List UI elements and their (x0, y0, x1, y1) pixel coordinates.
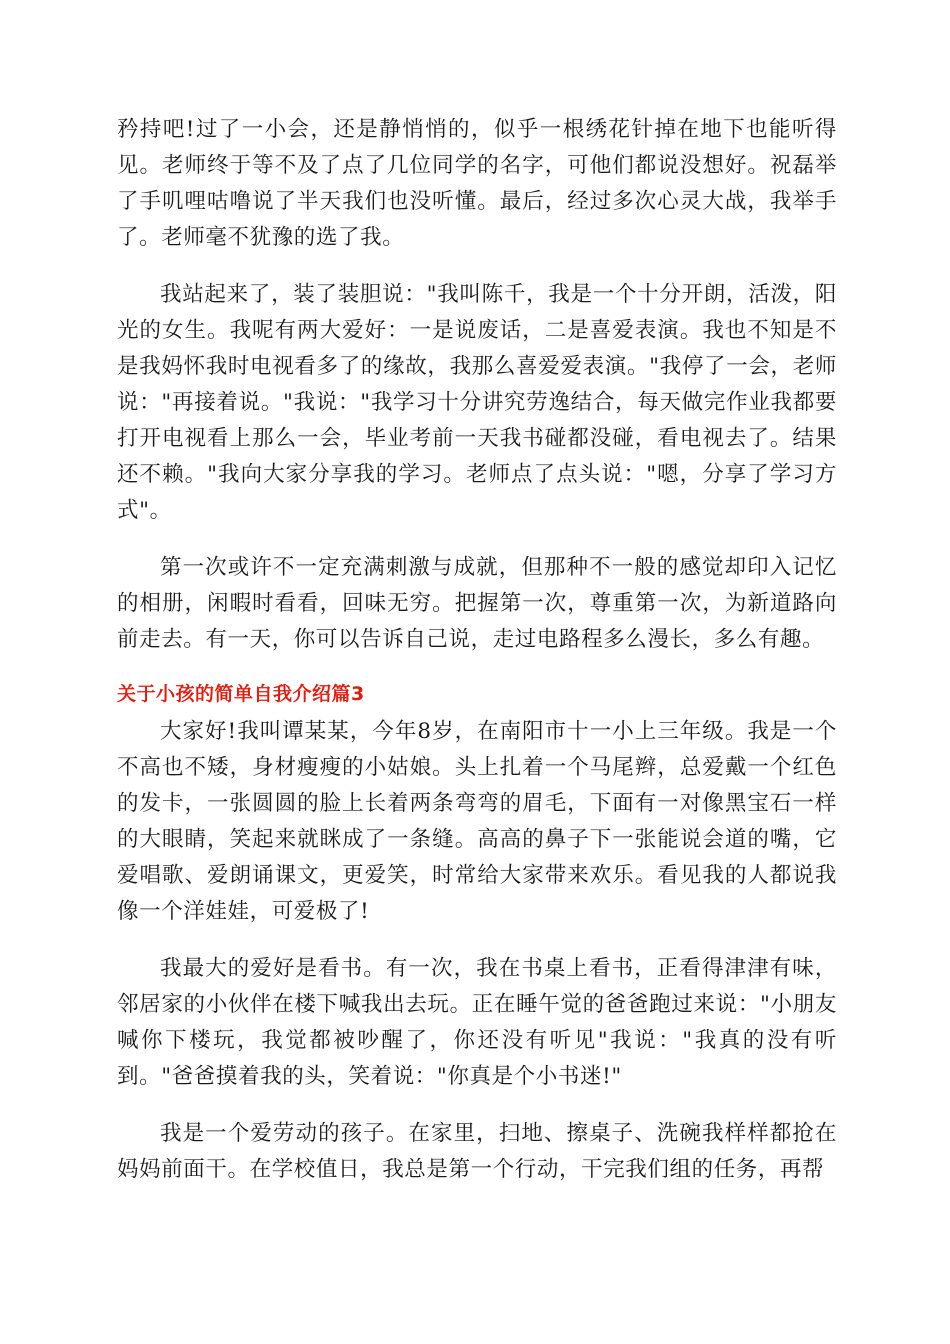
document-body (117, 112, 837, 1188)
paragraph-continuation: 矜持吧!过了一小会，还是静悄悄的，似乎一根绣花针掉在地下也能听得见。老师终于等不及了点了几位同学的名字，可他们都说没想好。祝磊举了手叽哩咕噜说了半天我们也没听懂。最后，经过多次心灵大战，我举手了。老师毫不犹豫的选了我。 (117, 117, 837, 250)
section-heading: 关于小孩的简单自我介绍篇3 (117, 683, 365, 705)
paragraph-intro-appearance: 大家好!我叫谭某某，今年8岁，在南阳市十一小上三年级。我是一个不高也不矮，身材瘦瘦的小姑娘。头上扎着一个马尾辫，总爱戴一个红色的发卡，一张圆圆的脸上长着两条弯弯的眉毛，下面有一对像黑宝石一样的大眼睛，笑起来就眯成了一条缝。高高的鼻子下一张能说会道的嘴，它爱唱歌、爱朗诵课文，更爱笑，时常给大家带来欢乐。看见我的人都说我像一个洋娃娃，可爱极了! (117, 719, 837, 924)
paragraph-first-time-reflection: 第一次或许不一定充满刺激与成就，但那种不一般的感觉却印入记忆的相册，闲暇时看看，回味无穷。把握第一次，尊重第一次，为新道路向前走去。有一天，你可以告诉自己说，走过电路程多么漫长，多么有趣。 (117, 555, 837, 652)
paragraph-hardworking: 我是一个爱劳动的孩子。在家里，扫地、擦桌子、洗碗我样样都抢在妈妈前面干。在学校值日，我总是第一个行动，干完我们组的任务，再帮 (117, 1121, 837, 1182)
paragraph-hobby-reading: 我最大的爱好是看书。有一次，我在书桌上看书，正看得津津有味，邻居家的小伙伴在楼下喊我出去玩。正在睡午觉的爸爸跑过来说："小朋友喊你下楼玩，我觉都被吵醒了，你还没有听见"我说："我真的没有听到。"爸爸摸着我的头，笑着说："你真是个小书迷!" (117, 956, 837, 1089)
paragraph-self-introduction: 我站起来了，装了装胆说："我叫陈千，我是一个十分开朗，活泼，阳光的女生。我呢有两大爱好：一是说废话，二是喜爱表演。我也不知是不是我妈怀我时电视看多了的缘故，我那么喜爱爱表演。"我停了一会，老师说："再接着说。"我说："我学习十分讲究劳逸结合，每天做完作业我都要打开电视看上那么一会，毕业考前一天我书碰都没碰，看电视去了。结果还不赖。"我向大家分享我的学习。老师点了点头说："嗯，分享了学习方式"。 (117, 282, 837, 523)
